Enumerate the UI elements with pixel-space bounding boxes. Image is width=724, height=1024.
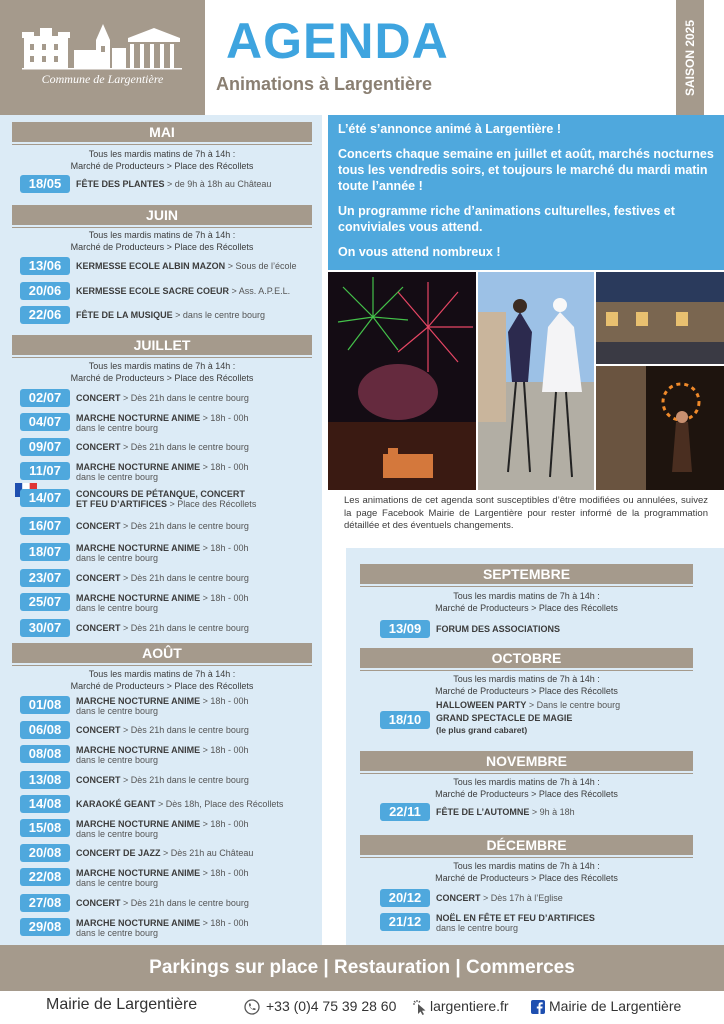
- event-text: [76, 745, 248, 765]
- event-title: CONCERT: [76, 521, 121, 531]
- market-line2: Marché de Producteurs > Place des Récollets: [70, 681, 254, 691]
- market-line1: Tous les mardis matins de 7h à 14h :: [453, 674, 600, 684]
- event-detail: > 18h - 00h: [200, 918, 249, 928]
- event-text: [76, 442, 249, 452]
- market-line1: Tous les mardis matins de 7h à 14h :: [88, 230, 236, 240]
- event-title: MARCHE NOCTURNE ANIME: [76, 745, 201, 755]
- event-text: [76, 462, 248, 482]
- event-title: CONCERT: [76, 393, 121, 403]
- market-note-novembre: [360, 776, 693, 800]
- season-label: SAISON 2025: [683, 19, 697, 96]
- market-note-decembre: [360, 860, 693, 884]
- event-date: 14/07: [20, 489, 70, 507]
- contact-bar: [0, 991, 724, 1024]
- event-text: [76, 696, 248, 716]
- market-line2: Marché de Producteurs > Place des Récollets: [435, 603, 618, 613]
- event-location: dans le centre bourg: [436, 923, 519, 933]
- event-text: [76, 310, 265, 320]
- event-text: [76, 573, 249, 583]
- event-location: dans le centre bourg: [76, 603, 159, 613]
- event-detail: > Dès 21h dans le centre bourg: [120, 898, 249, 908]
- month-header-mai: MAI: [12, 122, 312, 142]
- event-date: 15/08: [20, 819, 70, 837]
- event-location: dans le centre bourg: [76, 472, 159, 482]
- event-detail: > Dès 21h dans le centre bourg: [120, 725, 249, 735]
- event-text: [76, 521, 249, 531]
- month-header-novembre: NOVEMBRE: [360, 751, 693, 771]
- event-location: dans le centre bourg: [76, 553, 159, 563]
- event-detail: > 18h - 00h: [200, 593, 249, 603]
- intro-line-4: On vous attend nombreux !: [338, 245, 501, 259]
- event-text: [76, 725, 249, 735]
- event-date: 29/08: [20, 918, 70, 936]
- event-text: [436, 807, 575, 817]
- event-detail: > dans le centre bourg: [172, 310, 265, 320]
- event-text: [76, 775, 249, 785]
- phone-icon: [244, 999, 260, 1015]
- event-text: [436, 624, 560, 634]
- event-detail: > Dès 21h dans le centre bourg: [120, 521, 249, 531]
- event-text: [76, 898, 249, 908]
- facebook-link[interactable]: Mairie de Largentière: [549, 998, 682, 1014]
- event-title: CONCERT: [76, 775, 121, 785]
- market-note-octobre: [360, 673, 693, 697]
- month-header-decembre: DÉCEMBRE: [360, 835, 693, 855]
- event-detail: > Ass. A.P.E.L.: [229, 286, 291, 296]
- event-location: dans le centre bourg: [76, 706, 159, 716]
- event-date: 13/08: [20, 771, 70, 789]
- event-title: FÊTE DE L’AUTOMNE: [436, 807, 530, 817]
- event-title: KERMESSE ECOLE SACRE COEUR: [76, 286, 230, 296]
- event-title: FÊTE DES PLANTES: [76, 179, 165, 189]
- event-detail: > Dès 21h dans le centre bourg: [120, 623, 249, 633]
- event-detail: > Dès 21h dans le centre bourg: [120, 573, 249, 583]
- event-text: [76, 489, 256, 509]
- event-date: 30/07: [20, 619, 70, 637]
- event-title: MARCHE NOCTURNE ANIME: [76, 593, 201, 603]
- event-text: [76, 543, 248, 563]
- event-detail: > Sous de l’école: [225, 261, 297, 271]
- event-title: CONCERT: [436, 893, 481, 903]
- disclaimer-text: Les animations de cet agenda sont susceptibles d’être modifiées ou annulées, suivez la page Facebook Mairie de Largentière pour rester informé de la programmation détaillée et des éventuels changements.: [328, 492, 724, 542]
- event-detail: > Dès 21h dans le centre bourg: [120, 393, 249, 403]
- event-title: MARCHE NOCTURNE ANIME: [76, 819, 201, 829]
- event-title: CONCOURS DE PÉTANQUE, CONCERT: [76, 489, 245, 499]
- event-location: dans le centre bourg: [76, 928, 159, 938]
- event-date: 20/12: [380, 889, 430, 907]
- event-text: [76, 799, 283, 809]
- event-date: 20/08: [20, 844, 70, 862]
- market-note-mai: [12, 148, 312, 172]
- event-date: 22/08: [20, 868, 70, 886]
- night-festival-photos: [596, 272, 724, 490]
- event-detail: > 18h - 00h: [200, 543, 249, 553]
- market-line1: Tous les mardis matins de 7h à 14h :: [453, 861, 600, 871]
- season-tab: [676, 0, 704, 115]
- event-date: 16/07: [20, 517, 70, 535]
- event-detail: > Dès 21h au Château: [160, 848, 254, 858]
- event-location: dans le centre bourg: [76, 755, 159, 765]
- event-title: CONCERT: [76, 442, 121, 452]
- market-note-septembre: [360, 590, 693, 614]
- event-text: [436, 700, 620, 735]
- event-date: 21/12: [380, 913, 430, 931]
- services-banner: Parkings sur place | Restauration | Commerces: [0, 945, 724, 991]
- event-detail: > 9h à 18h: [529, 807, 575, 817]
- event-title-2: ET FEU D’ARTIFICES: [76, 499, 168, 509]
- event-subtitle: (le plus grand cabaret): [436, 725, 528, 735]
- event-location: dans le centre bourg: [76, 878, 159, 888]
- event-title: HALLOWEEN PARTY: [436, 700, 527, 710]
- event-date: 09/07: [20, 438, 70, 456]
- town-skyline-logo: [22, 18, 182, 70]
- event-location: > Place des Récollets: [167, 499, 257, 509]
- event-text: [76, 848, 253, 858]
- page-title: AGENDA: [226, 13, 449, 69]
- event-text: [76, 593, 248, 613]
- event-title: NOËL EN FÊTE ET FEU D’ARTIFICES: [436, 913, 595, 923]
- event-detail: > Dès 17h à l’Eglise: [480, 893, 563, 903]
- event-detail: > de 9h à 18h au Château: [164, 179, 272, 189]
- event-date: 27/08: [20, 894, 70, 912]
- month-header-octobre: OCTOBRE: [360, 648, 693, 668]
- intro-line-2: Concerts chaque semaine en juillet et août, marchés nocturnes tous les vendredis soirs, et toujours le marché du mardi matin toute l’année !: [338, 147, 714, 193]
- event-title-2: GRAND SPECTACLE DE MAGIE: [436, 713, 573, 723]
- event-location: dans le centre bourg: [76, 829, 159, 839]
- event-title: KERMESSE ECOLE ALBIN MAZON: [76, 261, 226, 271]
- event-date: 20/06: [20, 282, 70, 300]
- month-header-aout: AOÛT: [12, 643, 312, 663]
- market-line2: Marché de Producteurs > Place des Récollets: [435, 873, 618, 883]
- event-date: 22/11: [380, 803, 430, 821]
- event-text: [436, 893, 563, 903]
- event-text: [76, 868, 248, 888]
- event-detail: > Dans le centre bourg: [526, 700, 621, 710]
- event-title: MARCHE NOCTURNE ANIME: [76, 462, 201, 472]
- event-date: 18/05: [20, 175, 70, 193]
- event-title: CONCERT: [76, 573, 121, 583]
- mairie-name: Mairie de Largentière: [46, 996, 198, 1013]
- event-title: MARCHE NOCTURNE ANIME: [76, 918, 201, 928]
- event-date: 18/10: [380, 711, 430, 729]
- website-link[interactable]: largentiere.fr: [430, 998, 509, 1014]
- market-note-aout: [12, 668, 312, 692]
- intro-box: [328, 115, 724, 270]
- logo-block: [0, 0, 205, 115]
- event-location: dans le centre bourg: [76, 423, 159, 433]
- event-date: 11/07: [20, 462, 70, 480]
- event-text: [76, 393, 249, 403]
- event-date: 13/06: [20, 257, 70, 275]
- event-title: CONCERT: [76, 898, 121, 908]
- event-date: 25/07: [20, 593, 70, 611]
- market-line2: Marché de Producteurs > Place des Récollets: [435, 789, 618, 799]
- market-line2: Marché de Producteurs > Place des Récollets: [70, 161, 254, 171]
- event-detail: > 18h - 00h: [200, 696, 249, 706]
- event-date: 02/07: [20, 389, 70, 407]
- market-line1: Tous les mardis matins de 7h à 14h :: [453, 591, 600, 601]
- page-subtitle: Animations à Largentière: [216, 74, 433, 94]
- event-detail: > 18h - 00h: [200, 462, 249, 472]
- event-date: 23/07: [20, 569, 70, 587]
- event-date: 13/09: [380, 620, 430, 638]
- event-detail: > Dès 21h dans le centre bourg: [120, 442, 249, 452]
- event-text: [436, 913, 595, 933]
- event-date: 01/08: [20, 696, 70, 714]
- market-line1: Tous les mardis matins de 7h à 14h :: [88, 669, 236, 679]
- market-line2: Marché de Producteurs > Place des Récollets: [435, 686, 618, 696]
- event-text: [76, 819, 248, 839]
- intro-line-3: Un programme riche d’animations culturelles, festives et conviviales vous attend.: [338, 204, 675, 234]
- market-line2: Marché de Producteurs > Place des Récollets: [70, 242, 254, 252]
- event-title: FORUM DES ASSOCIATIONS: [436, 624, 561, 634]
- event-date: 14/08: [20, 795, 70, 813]
- event-title: MARCHE NOCTURNE ANIME: [76, 696, 201, 706]
- photo-collage: [328, 272, 724, 490]
- market-line2: Marché de Producteurs > Place des Récollets: [70, 373, 254, 383]
- market-line1: Tous les mardis matins de 7h à 14h :: [453, 777, 600, 787]
- facebook-icon: [531, 1000, 545, 1014]
- event-detail: > 18h - 00h: [200, 745, 249, 755]
- fireworks-photo: [328, 272, 476, 490]
- market-note-juillet: [12, 360, 312, 384]
- event-detail: > Dès 18h, Place des Récollets: [155, 799, 284, 809]
- event-date: 18/07: [20, 543, 70, 561]
- cursor-click-icon: [412, 999, 428, 1015]
- market-note-juin: [12, 229, 312, 253]
- event-detail: > Dès 21h dans le centre bourg: [120, 775, 249, 785]
- event-detail: > 18h - 00h: [200, 868, 249, 878]
- event-text: [76, 261, 296, 271]
- event-title: CONCERT DE JAZZ: [76, 848, 161, 858]
- event-title: FÊTE DE LA MUSIQUE: [76, 310, 173, 320]
- logo-text: Commune de Largentière: [41, 72, 164, 86]
- event-title: MARCHE NOCTURNE ANIME: [76, 543, 201, 553]
- event-detail: > 18h - 00h: [200, 819, 249, 829]
- event-text: [76, 623, 249, 633]
- event-detail: > 18h - 00h: [200, 413, 249, 423]
- event-text: [76, 918, 248, 938]
- event-title: KARAOKÉ GEANT: [76, 799, 156, 809]
- event-date: 04/07: [20, 413, 70, 431]
- intro-line-1: L’été s’annonce animé à Largentière !: [338, 122, 561, 136]
- event-date: 08/08: [20, 745, 70, 763]
- event-text: [76, 413, 248, 433]
- market-line1: Tous les mardis matins de 7h à 14h :: [88, 361, 236, 371]
- event-title: CONCERT: [76, 623, 121, 633]
- event-title: MARCHE NOCTURNE ANIME: [76, 413, 201, 423]
- event-text: [76, 179, 271, 189]
- month-header-juillet: JUILLET: [12, 335, 312, 355]
- month-header-juin: JUIN: [12, 205, 312, 225]
- month-header-septembre: SEPTEMBRE: [360, 564, 693, 584]
- stilt-walkers-photo: [478, 272, 594, 490]
- event-text: [76, 286, 290, 296]
- event-title: CONCERT: [76, 725, 121, 735]
- market-line1: Tous les mardis matins de 7h à 14h :: [88, 149, 236, 159]
- event-date: 06/08: [20, 721, 70, 739]
- event-date: 22/06: [20, 306, 70, 324]
- event-title: MARCHE NOCTURNE ANIME: [76, 868, 201, 878]
- phone-number[interactable]: +33 (0)4 75 39 28 60: [266, 998, 397, 1014]
